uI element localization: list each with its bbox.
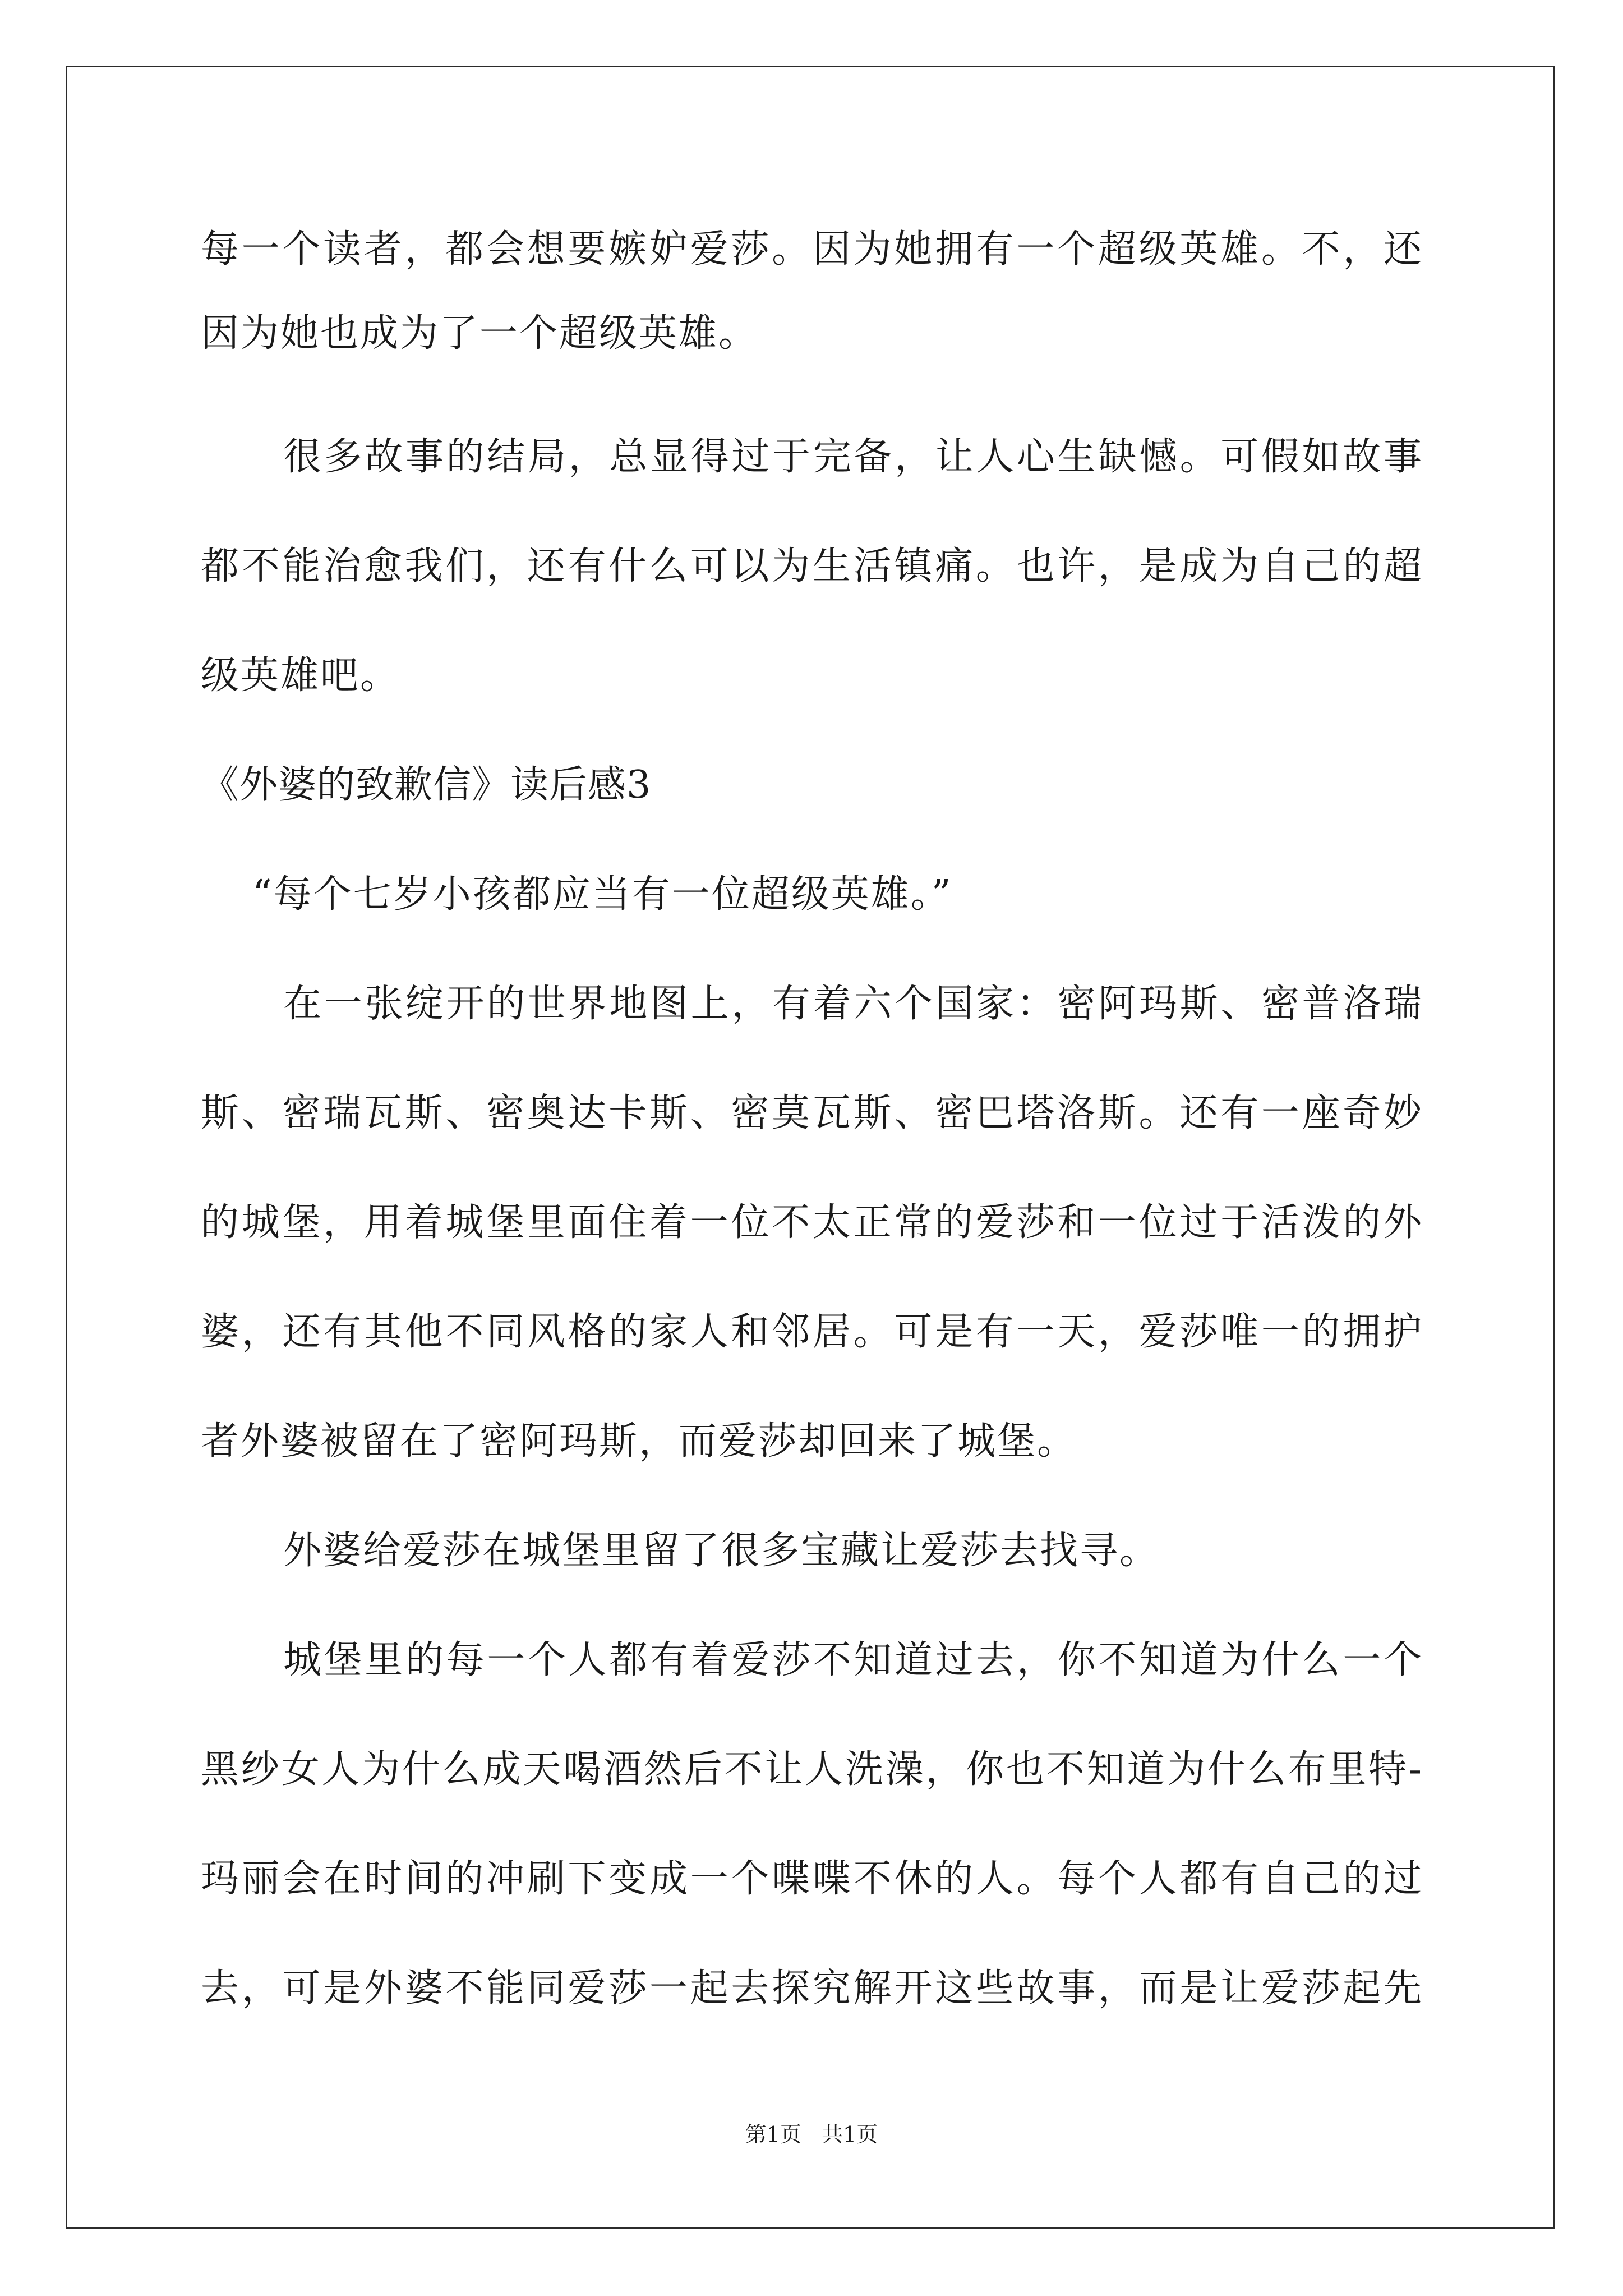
page-total: 共1页 bbox=[822, 2122, 878, 2147]
text-line: 因为她也成为了一个超级英雄。 bbox=[201, 311, 759, 356]
text-line: 城堡里的每一个人都有着爱莎不知道过去，你不知道为什么一个 bbox=[283, 1638, 1423, 1682]
section-heading: 《外婆的致歉信》读后感3 bbox=[201, 763, 652, 807]
page-footer bbox=[0, 2120, 1623, 2148]
text-line: 黑纱女人为什么成天喝酒然后不让人洗澡，你也不知道为什么布里特- bbox=[201, 1747, 1423, 1792]
text-line: 很多故事的结局，总显得过于完备，让人心生缺憾。可假如故事 bbox=[283, 435, 1423, 479]
text-line: 婆，还有其他不同风格的家人和邻居。可是有一天，爱莎唯一的拥护 bbox=[201, 1310, 1423, 1354]
text-line: 每一个读者，都会想要嫉妒爱莎。因为她拥有一个超级英雄。不，还 bbox=[201, 227, 1423, 272]
text-line: 斯、密瑞瓦斯、密奥达卡斯、密莫瓦斯、密巴塔洛斯。还有一座奇妙 bbox=[201, 1091, 1423, 1135]
text-line: 的城堡，用着城堡里面住着一位不太正常的爱莎和一位过于活泼的外 bbox=[201, 1200, 1423, 1245]
text-line: 在一张绽开的世界地图上，有着六个国家：密阿玛斯、密普洛瑞 bbox=[283, 982, 1423, 1026]
text-line: 者外婆被留在了密阿玛斯，而爱莎却回来了城堡。 bbox=[201, 1419, 1077, 1464]
text-line: 级英雄吧。 bbox=[201, 654, 400, 698]
page-number: 第1页 bbox=[745, 2122, 801, 2147]
text-line: 都不能治愈我们，还有什么可以为生活镇痛。也许，是成为自己的超 bbox=[201, 544, 1423, 588]
text-line: 去，可是外婆不能同爱莎一起去探究解开这些故事，而是让爱莎起先 bbox=[201, 1966, 1423, 2010]
text-line: 玛丽会在时间的冲刷下变成一个喋喋不休的人。每个人都有自己的过 bbox=[201, 1857, 1423, 1901]
text-line: 外婆给爱莎在城堡里留了很多宝藏让爱莎去找寻。 bbox=[283, 1529, 1160, 1573]
text-line: “每个七岁小孩都应当有一位超级英雄。” bbox=[252, 872, 953, 917]
